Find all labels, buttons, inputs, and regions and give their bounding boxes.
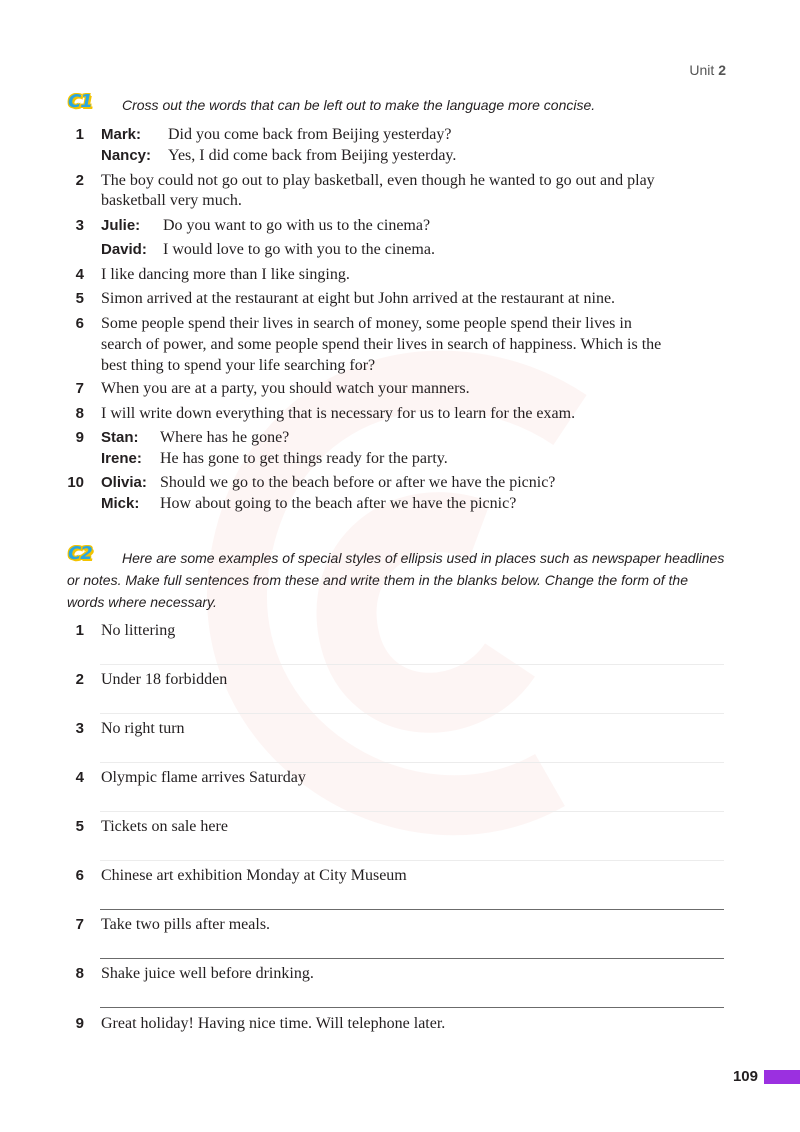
sentence-line: When you are at a party, you should watch your manners. <box>101 380 470 397</box>
c2-item-number: 1 <box>75 622 84 639</box>
speaker-label: Julie: <box>101 217 141 234</box>
speaker-label: Mick: <box>101 495 140 512</box>
sentence-line: I will write down everything that is necessary for us to learn for the exam. <box>101 405 576 422</box>
speaker-label: Nancy: <box>101 147 152 164</box>
sentence-line: search of power, and some people spend their lives in search of happiness. Which is the <box>101 336 662 353</box>
sentence-line: I like dancing more than I like singing. <box>101 266 350 283</box>
c1-instruction: Cross out the words that can be left out to make the language more concise. <box>122 97 596 113</box>
sentence-line: The boy could not go out to play basketball, even though he wanted to go out and play <box>101 172 655 189</box>
headline-text: Under 18 forbidden <box>101 671 228 688</box>
answer-blank[interactable] <box>100 664 724 665</box>
c1-item-number: 3 <box>75 217 84 234</box>
page-number: 109 <box>732 1068 758 1085</box>
speaker-label: Olivia: <box>101 474 147 491</box>
headline-text: No littering <box>101 622 176 639</box>
c2-instruction: or notes. Make full sentences from these and write them in the blanks below. Change the form of the <box>67 572 689 588</box>
c1-item-number: 7 <box>75 380 84 397</box>
c2-item-number: 3 <box>75 720 84 737</box>
speaker-label: Mark: <box>101 126 142 143</box>
c1-item-number: 5 <box>75 290 84 307</box>
unit-label <box>689 62 726 78</box>
unit-word: Unit <box>689 62 715 78</box>
speaker-label: Irene: <box>101 450 142 467</box>
dialogue-line: Should we go to the beach before or after we have the picnic? <box>160 474 556 491</box>
c2-instruction: words where necessary. <box>67 594 217 610</box>
answer-blank[interactable] <box>100 860 724 861</box>
headline-text: No right turn <box>101 720 185 737</box>
answer-blank[interactable] <box>100 762 724 763</box>
c2-badge: C2 <box>68 543 92 564</box>
answer-blank[interactable] <box>100 958 724 959</box>
dialogue-line: How about going to the beach after we have the picnic? <box>160 495 517 512</box>
c1-item-number: 1 <box>75 126 84 143</box>
page-accent-bar <box>764 1070 800 1084</box>
headline-text: Olympic flame arrives Saturday <box>101 769 306 786</box>
answer-blank[interactable] <box>100 713 724 714</box>
c1-badge: C1 <box>68 91 92 112</box>
dialogue-line: Yes, I did come back from Beijing yesterday. <box>168 147 457 164</box>
sentence-line: basketball very much. <box>101 192 242 209</box>
unit-number: 2 <box>718 62 726 78</box>
c2-item-number: 9 <box>75 1015 84 1032</box>
dialogue-line: Did you come back from Beijing yesterday? <box>168 126 452 143</box>
c2-item-number: 6 <box>75 867 84 884</box>
sentence-line: Simon arrived at the restaurant at eight but John arrived at the restaurant at nine. <box>101 290 616 307</box>
c1-item-number: 4 <box>75 266 84 283</box>
answer-blank[interactable] <box>100 811 724 812</box>
headline-text: Great holiday! Having nice time. Will telephone later. <box>101 1015 446 1032</box>
c1-item-number: 8 <box>75 405 84 422</box>
dialogue-line: Where has he gone? <box>160 429 290 446</box>
headline-text: Shake juice well before drinking. <box>101 965 314 982</box>
headline-text: Tickets on sale here <box>101 818 228 835</box>
dialogue-line: He has gone to get things ready for the party. <box>160 450 448 467</box>
c1-item-number: 10 <box>67 474 84 491</box>
speaker-label: Stan: <box>101 429 139 446</box>
headline-text: Take two pills after meals. <box>101 916 271 933</box>
c2-item-number: 5 <box>75 818 84 835</box>
speaker-label: David: <box>101 241 147 258</box>
sentence-line: Some people spend their lives in search of money, some people spend their lives in <box>101 315 632 332</box>
dialogue-line: I would love to go with you to the cinema. <box>163 241 435 258</box>
c2-instruction: Here are some examples of special styles of ellipsis used in places such as newspaper headlines <box>122 550 725 566</box>
headline-text: Chinese art exhibition Monday at City Museum <box>101 867 407 884</box>
dialogue-line: Do you want to go with us to the cinema? <box>163 217 431 234</box>
c2-item-number: 8 <box>75 965 84 982</box>
c2-item-number: 4 <box>75 769 84 786</box>
answer-blank[interactable] <box>100 909 724 910</box>
sentence-line: best thing to spend your life searching for? <box>101 357 376 374</box>
c2-item-number: 2 <box>75 671 84 688</box>
answer-blank[interactable] <box>100 1007 724 1008</box>
c1-item-number: 9 <box>75 429 84 446</box>
c2-item-number: 7 <box>75 916 84 933</box>
c1-item-number: 6 <box>75 315 84 332</box>
c1-item-number: 2 <box>75 172 84 189</box>
